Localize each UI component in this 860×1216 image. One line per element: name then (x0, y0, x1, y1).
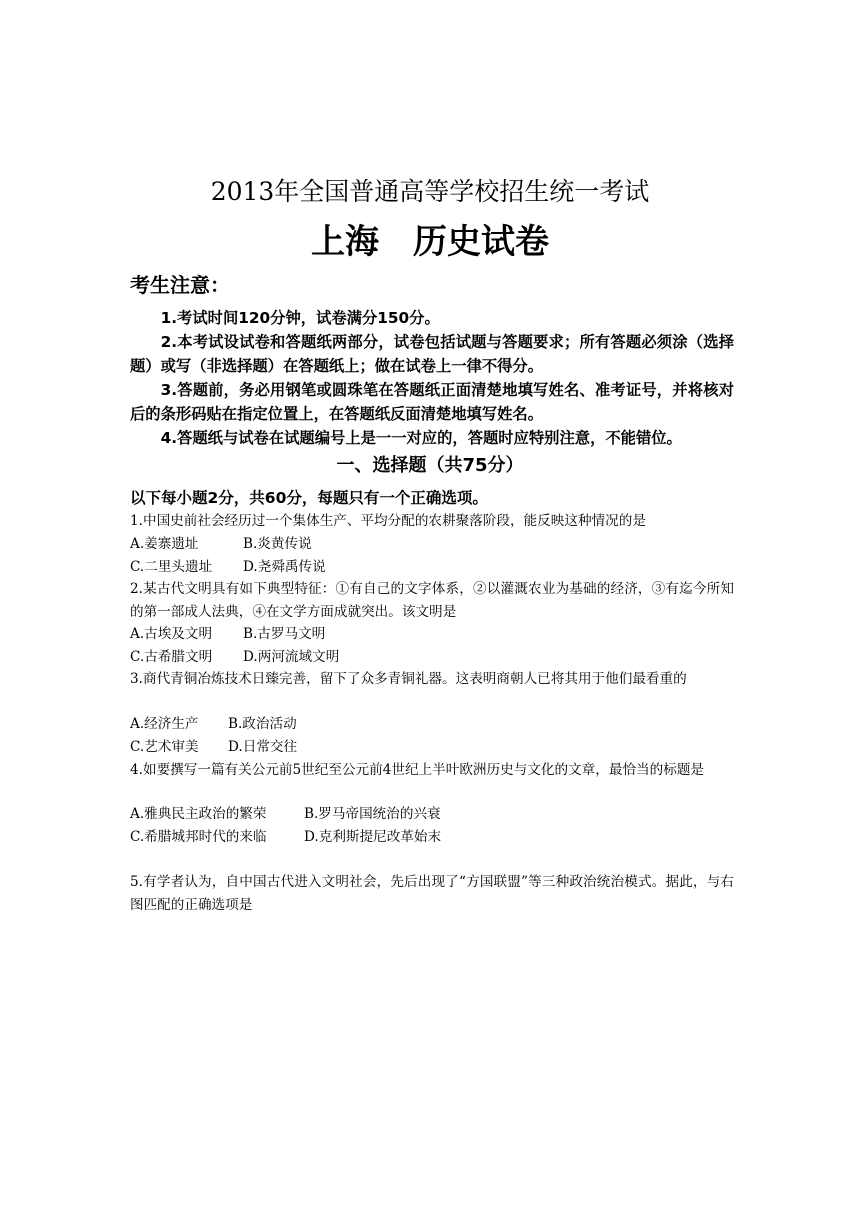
question-2-stem: 2.某古代文明具有如下典型特征：①有自己的文字体系，②以灌溉农业为基础的经济，③有迄今所知的第一部成人法典，④在文学方面成就突出。该文明是 (130, 581, 734, 620)
notice-item-2: 2.本考试设试卷和答题纸两部分，试卷包括试题与答题要求；所有答题必须涂（选择题）或写（非选择题）在答题纸上；做在试卷上一律不得分。 (130, 333, 734, 375)
question-3-option-b: B.政治活动 (228, 716, 297, 732)
question-3-option-d: D.日常交往 (228, 739, 298, 755)
question-2-option-b: B.古罗马文明 (243, 626, 326, 642)
question-3-option-c: C.艺术审美 (130, 739, 199, 755)
question-2-option-d: D.两河流域文明 (243, 649, 340, 665)
question-2-option-c: C.古希腊文明 (130, 649, 213, 665)
notice-item-1: 1.考试时间120分钟，试卷满分150分。 (160, 309, 440, 327)
exam-title: 2013年全国普通高等学校招生统一考试 (210, 177, 650, 206)
question-1-option-d: D.尧舜禹传说 (243, 559, 326, 575)
notice-item-3: 3.答题前，务必用钢笔或圆珠笔在答题纸正面清楚地填写姓名、准考证号，并将核对后的条形码贴在指定位置上，在答题纸反面清楚地填写姓名。 (130, 381, 734, 423)
question-5-stem: 5.有学者认为，自中国古代进入文明社会，先后出现了“方国联盟”等三种政治统治模式。据此，与右图匹配的正确选项是 (130, 874, 734, 913)
question-4-option-a: A.雅典民主政治的繁荣 (130, 806, 267, 822)
question-4-option-c: C.希腊城邦时代的来临 (130, 829, 267, 845)
question-4-option-b: B.罗马帝国统治的兴衰 (304, 806, 441, 822)
notice-item-4: 4.答题纸与试卷在试题编号上是一一对应的，答题时应特别注意，不能错位。 (160, 429, 682, 447)
question-1-stem: 1.中国史前社会经历过一个集体生产、平均分配的农耕聚落阶段，能反映这种情况的是 (130, 513, 646, 529)
question-3-option-a: A.经济生产 (130, 716, 199, 732)
question-1-option-a: A.姜寨遗址 (130, 536, 199, 552)
question-2-option-a: A.古埃及文明 (130, 626, 213, 642)
question-1-option-b: B.炎黄传说 (243, 536, 312, 552)
question-1-option-c: C.二里头遗址 (130, 559, 213, 575)
exam-subtitle: 上海 历史试卷 (311, 222, 549, 262)
question-4-stem: 4.如要撰写一篇有关公元前5世纪至公元前4世纪上半叶欧洲历史与文化的文章，最恰当的标题是 (130, 762, 705, 778)
section-heading: 一、选择题（共75分） (336, 455, 524, 476)
notice-list (130, 306, 734, 450)
question-3-stem: 3.商代青铜冶炼技术日臻完善，留下了众多青铜礼器。这表明商朝人已将其用于他们最看重的 (130, 671, 687, 687)
notice-heading: 考生注意： (130, 273, 230, 297)
section-instruction: 以下每小题2分，共60分，每题只有一个正确选项。 (130, 489, 488, 507)
question-4-option-d: D.克利斯提尼改革始末 (304, 829, 442, 845)
